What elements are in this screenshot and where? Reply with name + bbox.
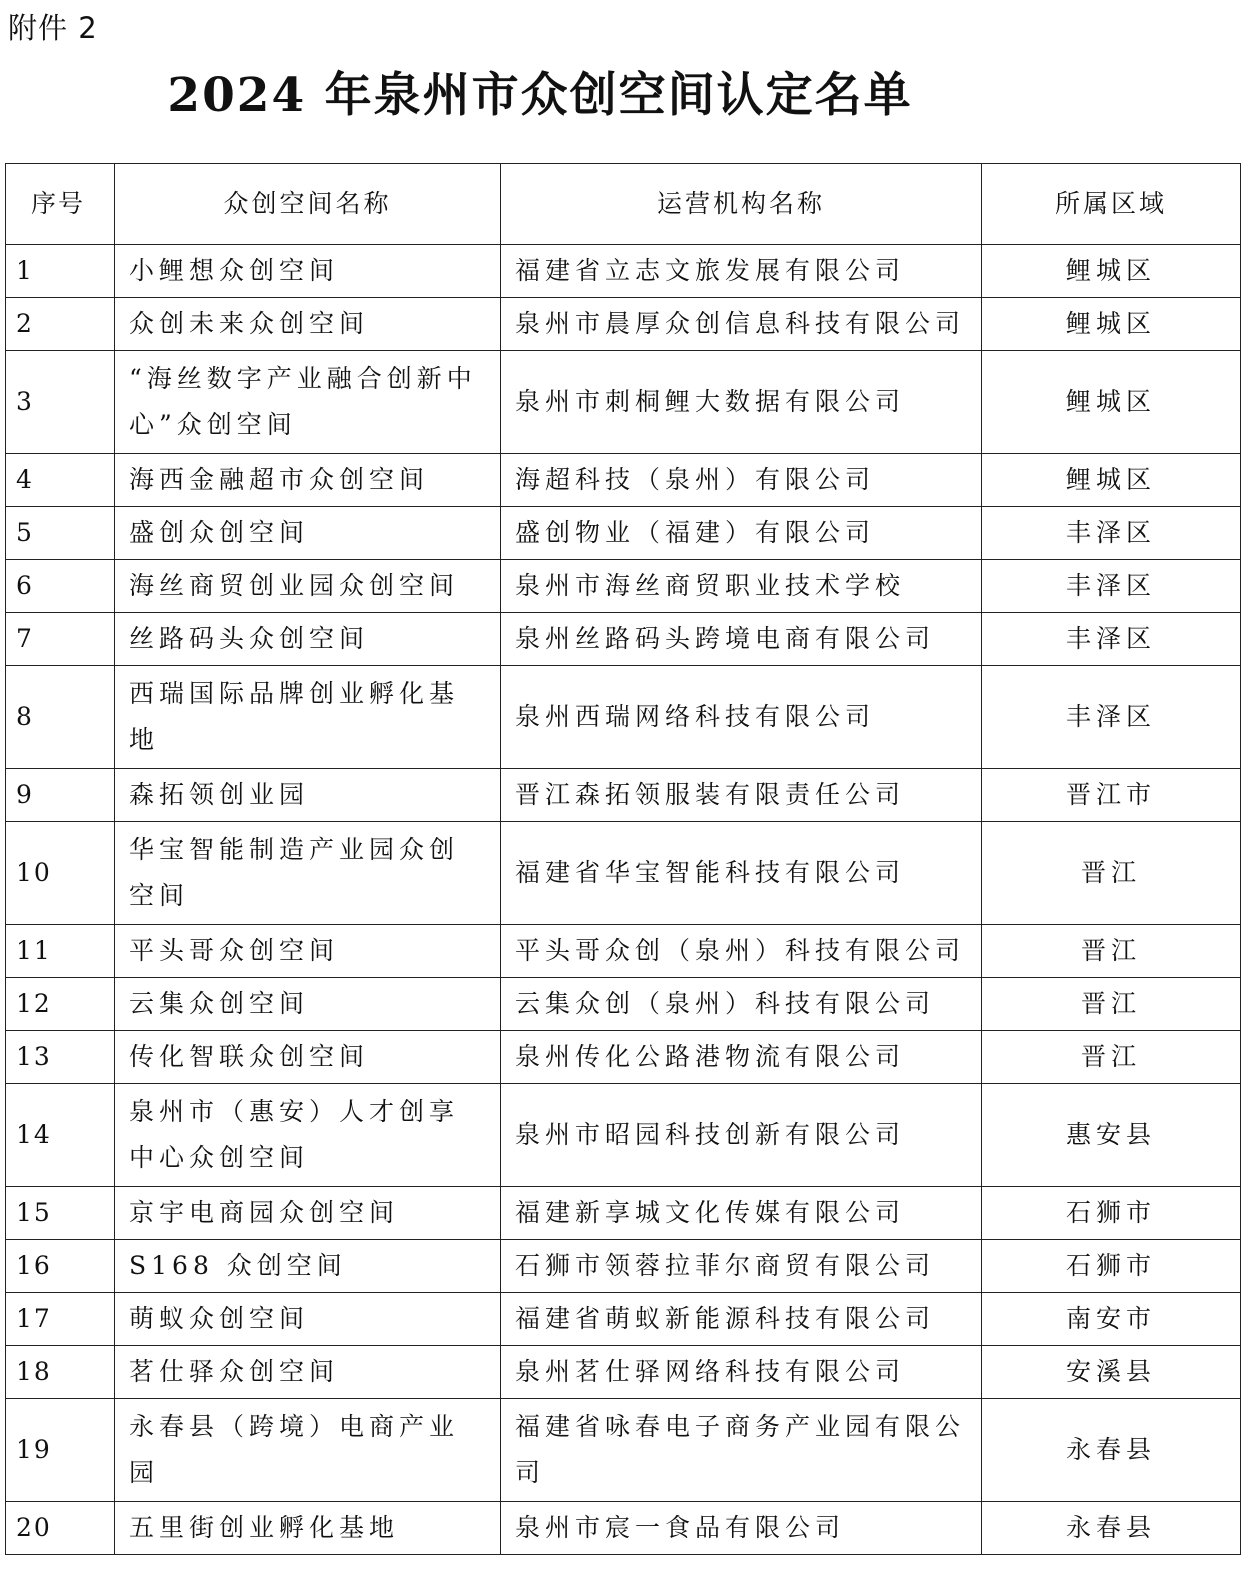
table-row — [6, 507, 1241, 560]
cell-space-name: 众创未来众创空间 — [115, 298, 501, 351]
cell-serial-number: 16 — [6, 1240, 115, 1293]
cell-operator-name: 泉州市宸一食品有限公司 — [501, 1502, 982, 1555]
cell-operator-name: 泉州茗仕驿网络科技有限公司 — [501, 1346, 982, 1399]
page-title: 2024 年泉州市众创空间认定名单 — [167, 68, 913, 123]
cell-operator-name: 福建省立志文旅发展有限公司 — [501, 245, 982, 298]
table-row — [6, 1240, 1241, 1293]
cell-space-name: 泉州市（惠安）人才创享中心众创空间 — [115, 1084, 501, 1187]
table-header-row — [6, 164, 1241, 245]
recognition-list-table — [5, 163, 1241, 1555]
cell-operator-name: 福建省华宝智能科技有限公司 — [501, 822, 982, 925]
cell-region: 丰泽区 — [982, 507, 1241, 560]
table-row — [6, 1084, 1241, 1187]
cell-region: 惠安县 — [982, 1084, 1241, 1187]
cell-serial-number: 13 — [6, 1031, 115, 1084]
cell-serial-number: 4 — [6, 454, 115, 507]
cell-space-name: “海丝数字产业融合创新中心”众创空间 — [115, 351, 501, 454]
table-row — [6, 1346, 1241, 1399]
cell-serial-number: 20 — [6, 1502, 115, 1555]
cell-space-name: 平头哥众创空间 — [115, 925, 501, 978]
cell-region: 晋江市 — [982, 769, 1241, 822]
cell-region: 丰泽区 — [982, 666, 1241, 769]
cell-space-name: 传化智联众创空间 — [115, 1031, 501, 1084]
table-row — [6, 666, 1241, 769]
cell-operator-name: 盛创物业（福建）有限公司 — [501, 507, 982, 560]
cell-serial-number: 18 — [6, 1346, 115, 1399]
cell-region: 丰泽区 — [982, 613, 1241, 666]
table-row — [6, 560, 1241, 613]
cell-serial-number: 19 — [6, 1399, 115, 1502]
cell-serial-number: 7 — [6, 613, 115, 666]
cell-operator-name: 晋江森拓领服装有限责任公司 — [501, 769, 982, 822]
cell-serial-number: 1 — [6, 245, 115, 298]
table-row — [6, 351, 1241, 454]
table-row — [6, 1399, 1241, 1502]
cell-space-name: 永春县（跨境）电商产业园 — [115, 1399, 501, 1502]
cell-space-name: 森拓领创业园 — [115, 769, 501, 822]
cell-space-name: 小鲤想众创空间 — [115, 245, 501, 298]
cell-space-name: 盛创众创空间 — [115, 507, 501, 560]
cell-serial-number: 5 — [6, 507, 115, 560]
table-row — [6, 298, 1241, 351]
cell-serial-number: 6 — [6, 560, 115, 613]
header-operator-name: 运营机构名称 — [501, 164, 982, 245]
cell-region: 安溪县 — [982, 1346, 1241, 1399]
cell-operator-name: 泉州市晨厚众创信息科技有限公司 — [501, 298, 982, 351]
cell-region: 石狮市 — [982, 1187, 1241, 1240]
table-row — [6, 769, 1241, 822]
cell-operator-name: 泉州市昭园科技创新有限公司 — [501, 1084, 982, 1187]
cell-serial-number: 11 — [6, 925, 115, 978]
attachment-label: 附件 2 — [8, 11, 98, 45]
table-row — [6, 454, 1241, 507]
cell-serial-number: 2 — [6, 298, 115, 351]
table-row — [6, 1187, 1241, 1240]
table-row — [6, 613, 1241, 666]
cell-region: 南安市 — [982, 1293, 1241, 1346]
cell-region: 晋江 — [982, 822, 1241, 925]
cell-region: 鲤城区 — [982, 245, 1241, 298]
cell-operator-name: 泉州西瑞网络科技有限公司 — [501, 666, 982, 769]
cell-operator-name: 福建新享城文化传媒有限公司 — [501, 1187, 982, 1240]
table-row — [6, 822, 1241, 925]
table-row — [6, 1293, 1241, 1346]
table-row — [6, 1031, 1241, 1084]
table-row — [6, 245, 1241, 298]
cell-region: 晋江 — [982, 978, 1241, 1031]
header-region: 所属区域 — [982, 164, 1241, 245]
cell-operator-name: 海超科技（泉州）有限公司 — [501, 454, 982, 507]
table-row — [6, 1502, 1241, 1555]
cell-region: 永春县 — [982, 1399, 1241, 1502]
cell-space-name: 丝路码头众创空间 — [115, 613, 501, 666]
cell-operator-name: 泉州丝路码头跨境电商有限公司 — [501, 613, 982, 666]
cell-space-name: 西瑞国际品牌创业孵化基地 — [115, 666, 501, 769]
cell-space-name: 五里街创业孵化基地 — [115, 1502, 501, 1555]
cell-operator-name: 平头哥众创（泉州）科技有限公司 — [501, 925, 982, 978]
cell-operator-name: 云集众创（泉州）科技有限公司 — [501, 978, 982, 1031]
cell-region: 鲤城区 — [982, 298, 1241, 351]
cell-operator-name: 泉州传化公路港物流有限公司 — [501, 1031, 982, 1084]
table-row — [6, 925, 1241, 978]
table-row — [6, 978, 1241, 1031]
cell-space-name: 萌蚁众创空间 — [115, 1293, 501, 1346]
cell-space-name: 华宝智能制造产业园众创空间 — [115, 822, 501, 925]
cell-space-name: 海西金融超市众创空间 — [115, 454, 501, 507]
cell-serial-number: 10 — [6, 822, 115, 925]
cell-space-name: 京宇电商园众创空间 — [115, 1187, 501, 1240]
cell-serial-number: 14 — [6, 1084, 115, 1187]
cell-operator-name: 泉州市海丝商贸职业技术学校 — [501, 560, 982, 613]
cell-serial-number: 17 — [6, 1293, 115, 1346]
cell-serial-number: 15 — [6, 1187, 115, 1240]
cell-operator-name: 泉州市刺桐鲤大数据有限公司 — [501, 351, 982, 454]
cell-region: 丰泽区 — [982, 560, 1241, 613]
cell-region: 晋江 — [982, 925, 1241, 978]
cell-serial-number: 8 — [6, 666, 115, 769]
cell-serial-number: 3 — [6, 351, 115, 454]
cell-space-name: S168 众创空间 — [115, 1240, 501, 1293]
cell-space-name: 云集众创空间 — [115, 978, 501, 1031]
cell-space-name: 海丝商贸创业园众创空间 — [115, 560, 501, 613]
cell-operator-name: 石狮市领蓉拉菲尔商贸有限公司 — [501, 1240, 982, 1293]
cell-serial-number: 9 — [6, 769, 115, 822]
cell-region: 晋江 — [982, 1031, 1241, 1084]
header-space-name: 众创空间名称 — [115, 164, 501, 245]
cell-space-name: 茗仕驿众创空间 — [115, 1346, 501, 1399]
cell-operator-name: 福建省咏春电子商务产业园有限公司 — [501, 1399, 982, 1502]
cell-region: 鲤城区 — [982, 351, 1241, 454]
header-serial-number: 序号 — [6, 164, 115, 245]
cell-serial-number: 12 — [6, 978, 115, 1031]
cell-region: 永春县 — [982, 1502, 1241, 1555]
cell-region: 鲤城区 — [982, 454, 1241, 507]
cell-region: 石狮市 — [982, 1240, 1241, 1293]
cell-operator-name: 福建省萌蚁新能源科技有限公司 — [501, 1293, 982, 1346]
